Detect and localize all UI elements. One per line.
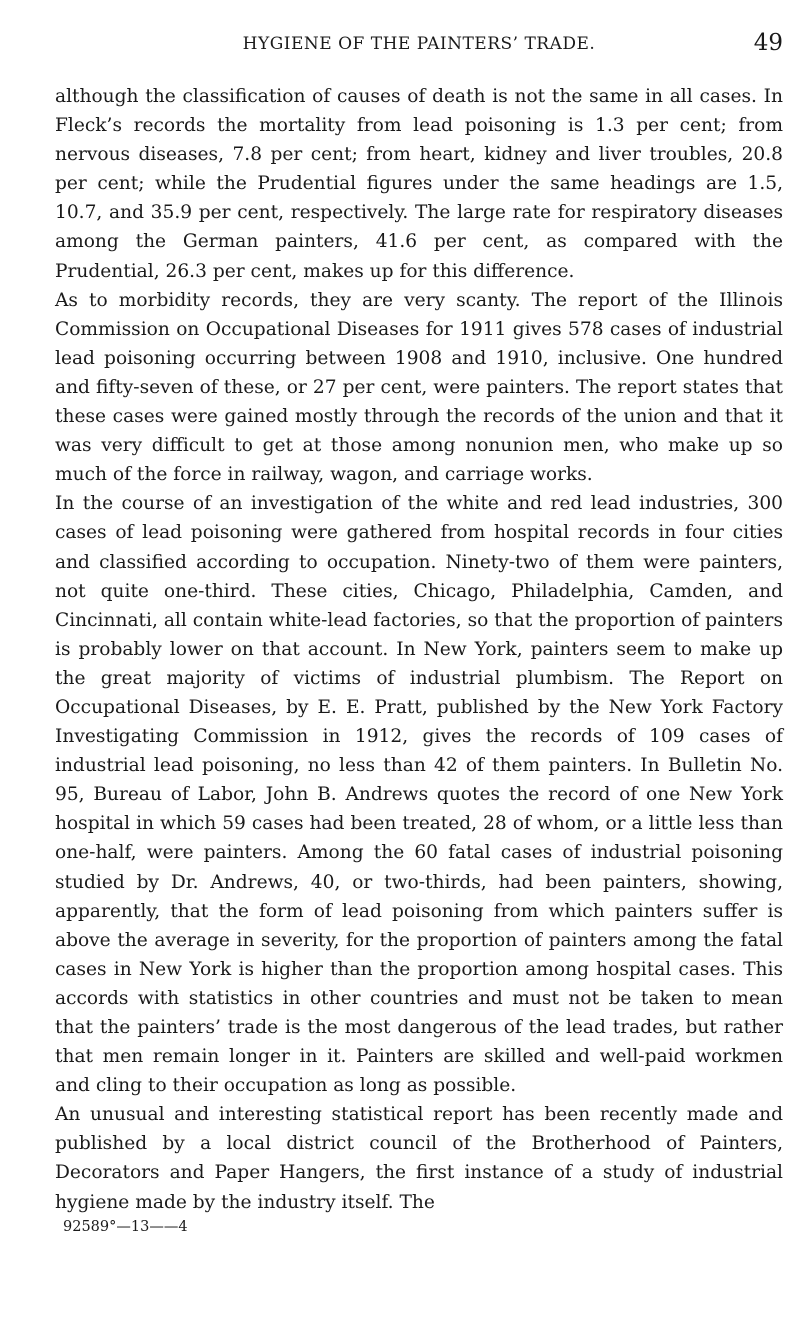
paragraph: In the course of an investigation of the white and red lead industries, 300 cases of lead poisoning were gathered from hospital records in four cities and classified according to occupation. Ninety-two of them were painters, not quite one-third. These cities, Chicago, Philadelphia, Camden, and Cincinnati, all contain white-lead factories, so that the proportion of painters is probably lower on that account. In New York, painters seem to make up the great majority of victims of industrial plumbism. The Report on Occupational Diseases, by E. E. Pratt, published by the New York Factory Investigating Commission in 1912, gives the records of 109 cases of industrial lead poisoning, no less than 42 of them painters. In Bulletin No. 95, Bureau of Labor, John B. Andrews quotes the record of one New York hospital in which 59 cases had been treated, 28 of whom, or a little less than one-half, were painters. Among the 60 fatal cases of industrial poisoning studied by Dr. Andrews, 40, or two-thirds, had been painters, showing, apparently, that the form of lead poisoning from which painters suffer is above the average in severity, for the proportion of painters among the fatal cases in New York is higher than the proportion among hospital cases. This accords with statistics in other countries and must not be taken to mean that the painters’ trade is the most dangerous of the lead trades, but rather that men remain longer in it. Painters are skilled and well-paid workmen and cling to their occupation as long as possible. xyxy=(55,493,783,1097)
printer-signature-mark: 92589°—13——4 xyxy=(63,1218,188,1235)
body-text xyxy=(55,82,783,1217)
paragraph: An unusual and interesting statistical report has been recently made and published by a local district council of the Brotherhood of Painters, Decorators and Paper Hangers, the first instance of a study of industrial hygiene made by the industry itself. The xyxy=(55,1104,783,1213)
running-title: HYGIENE OF THE PAINTERS’ TRADE. xyxy=(242,34,596,54)
running-head xyxy=(55,30,783,60)
paragraph: As to morbidity records, they are very scanty. The report of the Illinois Commission on Occupational Diseases for 1911 gives 578 cases of industrial lead poisoning occurring between 1908 and 1910, inclusive. One hundred and fifty-seven of these, or 27 per cent, were painters. The report states that these cases were gained mostly through the records of the union and that it was very difficult to get at those among nonunion men, who make up so much of the force in railway, wagon, and carriage works. xyxy=(55,289,783,486)
book-page xyxy=(55,30,783,1235)
page-number: 49 xyxy=(753,30,783,56)
paragraph: although the classification of causes of death is not the same in all cases. In Fleck’s records the mortality from lead poisoning is 1.3 per cent; from nervous diseases, 7.8 per cent; from heart, kidney and liver troubles, 20.8 per cent; while the Prudential figures under the same headings are 1.5, 10.7, and 35.9 per cent, respectively. The large rate for respiratory diseases among the German painters, 41.6 per cent, as compared with the Prudential, 26.3 per cent, makes up for this difference. xyxy=(55,86,783,282)
